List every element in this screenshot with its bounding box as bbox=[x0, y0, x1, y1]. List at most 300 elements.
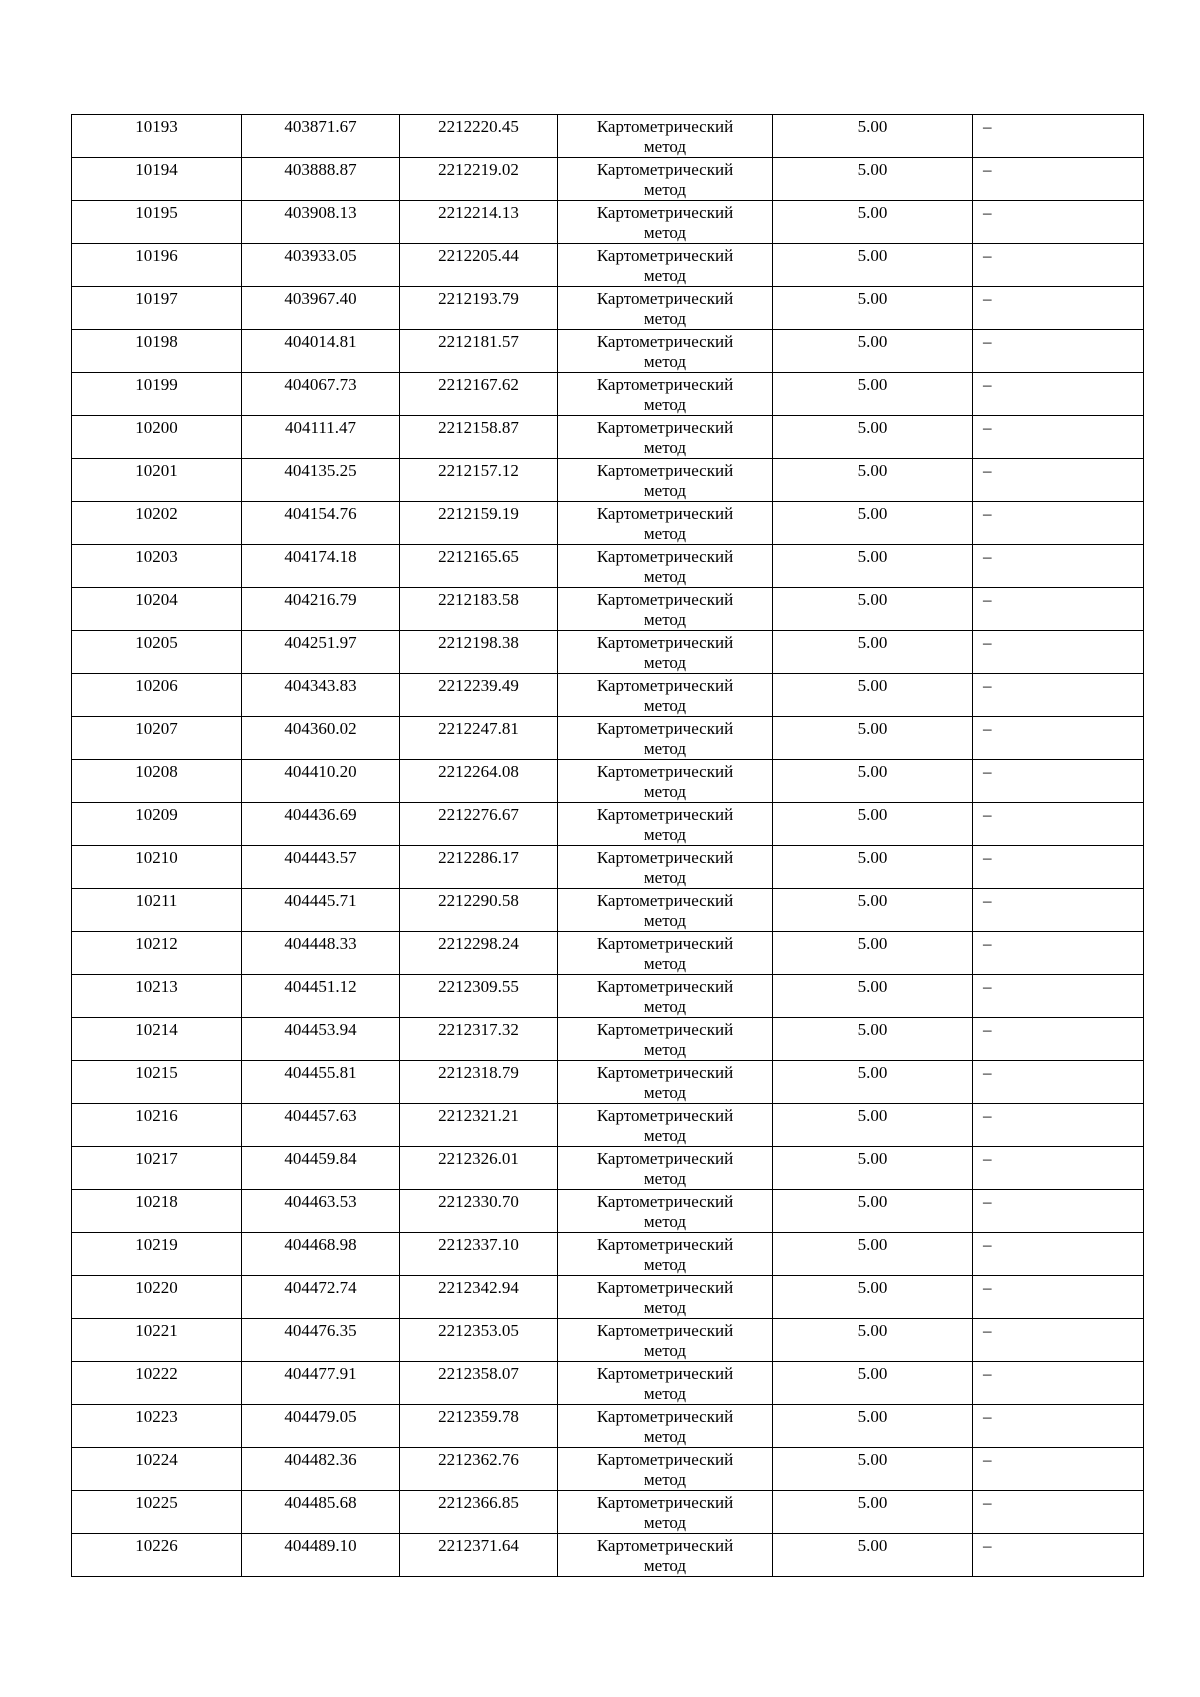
y-coordinate-cell bbox=[400, 1405, 558, 1448]
point-number-cell bbox=[72, 1061, 242, 1104]
method-cell bbox=[558, 1448, 773, 1491]
y-coordinate-cell bbox=[400, 1491, 558, 1534]
method-cell bbox=[558, 1104, 773, 1147]
accuracy-value: 5.00 bbox=[857, 1149, 888, 1168]
note-value: – bbox=[983, 246, 992, 265]
accuracy-cell bbox=[773, 1147, 973, 1190]
point-number-cell bbox=[72, 1405, 242, 1448]
y-coordinate-cell bbox=[400, 158, 558, 201]
method-cell bbox=[558, 932, 773, 975]
y-coordinate-cell bbox=[400, 1061, 558, 1104]
accuracy-cell bbox=[773, 889, 973, 932]
y-coordinate-value: 2212358.07 bbox=[438, 1364, 519, 1383]
y-coordinate-value: 2212198.38 bbox=[438, 633, 519, 652]
point-number-value: 10218 bbox=[135, 1192, 178, 1211]
x-coordinate-cell bbox=[242, 244, 400, 287]
method-line-1: Картометрический bbox=[596, 504, 734, 523]
x-coordinate-cell bbox=[242, 717, 400, 760]
method-cell bbox=[558, 631, 773, 674]
point-number-value: 10194 bbox=[135, 160, 178, 179]
table-row bbox=[72, 975, 1144, 1018]
point-number-value: 10196 bbox=[135, 246, 178, 265]
note-cell bbox=[973, 674, 1144, 717]
note-value: – bbox=[983, 1020, 992, 1039]
note-value: – bbox=[983, 1407, 992, 1426]
y-coordinate-value: 2212342.94 bbox=[438, 1278, 519, 1297]
table-row bbox=[72, 502, 1144, 545]
x-coordinate-cell bbox=[242, 1233, 400, 1276]
y-coordinate-cell bbox=[400, 373, 558, 416]
accuracy-value: 5.00 bbox=[857, 1493, 888, 1512]
x-coordinate-cell bbox=[242, 846, 400, 889]
point-number-value: 10193 bbox=[135, 117, 178, 136]
method-line-2: метод bbox=[643, 1341, 687, 1360]
y-coordinate-value: 2212183.58 bbox=[438, 590, 519, 609]
y-coordinate-value: 2212366.85 bbox=[438, 1493, 519, 1512]
table-row bbox=[72, 803, 1144, 846]
point-number-value: 10197 bbox=[135, 289, 178, 308]
method-cell bbox=[558, 588, 773, 631]
x-coordinate-cell bbox=[242, 416, 400, 459]
x-coordinate-cell bbox=[242, 545, 400, 588]
accuracy-value: 5.00 bbox=[857, 504, 888, 523]
table-row bbox=[72, 717, 1144, 760]
point-number-cell bbox=[72, 1190, 242, 1233]
point-number-cell bbox=[72, 588, 242, 631]
y-coordinate-value: 2212362.76 bbox=[438, 1450, 519, 1469]
point-number-value: 10206 bbox=[135, 676, 178, 695]
y-coordinate-value: 2212337.10 bbox=[438, 1235, 519, 1254]
y-coordinate-value: 2212214.13 bbox=[438, 203, 519, 222]
accuracy-cell bbox=[773, 674, 973, 717]
y-coordinate-value: 2212359.78 bbox=[438, 1407, 519, 1426]
note-cell bbox=[973, 717, 1144, 760]
table-row bbox=[72, 244, 1144, 287]
table-row bbox=[72, 545, 1144, 588]
method-line-2: метод bbox=[643, 1384, 687, 1403]
method-line-2: метод bbox=[643, 524, 687, 543]
accuracy-cell bbox=[773, 846, 973, 889]
accuracy-value: 5.00 bbox=[857, 332, 888, 351]
method-cell bbox=[558, 1018, 773, 1061]
point-number-value: 10226 bbox=[135, 1536, 178, 1555]
y-coordinate-value: 2212353.05 bbox=[438, 1321, 519, 1340]
table-row bbox=[72, 1190, 1144, 1233]
point-number-value: 10225 bbox=[135, 1493, 178, 1512]
note-cell bbox=[973, 1276, 1144, 1319]
method-line-1: Картометрический bbox=[596, 160, 734, 179]
point-number-cell bbox=[72, 330, 242, 373]
method-line-1: Картометрический bbox=[596, 1149, 734, 1168]
x-coordinate-value: 404111.47 bbox=[285, 418, 356, 437]
method-line-2: метод bbox=[643, 997, 687, 1016]
y-coordinate-cell bbox=[400, 416, 558, 459]
method-cell bbox=[558, 846, 773, 889]
note-cell bbox=[973, 373, 1144, 416]
method-line-1: Картометрический bbox=[596, 289, 734, 308]
y-coordinate-cell bbox=[400, 846, 558, 889]
method-line-1: Картометрический bbox=[596, 1321, 734, 1340]
method-cell bbox=[558, 287, 773, 330]
note-cell bbox=[973, 803, 1144, 846]
method-line-2: метод bbox=[643, 567, 687, 586]
y-coordinate-value: 2212239.49 bbox=[438, 676, 519, 695]
accuracy-value: 5.00 bbox=[857, 762, 888, 781]
note-value: – bbox=[983, 934, 992, 953]
point-number-value: 10219 bbox=[135, 1235, 178, 1254]
x-coordinate-cell bbox=[242, 1276, 400, 1319]
x-coordinate-cell bbox=[242, 889, 400, 932]
note-value: – bbox=[983, 1450, 992, 1469]
note-value: – bbox=[983, 332, 992, 351]
method-cell bbox=[558, 889, 773, 932]
method-line-2: метод bbox=[643, 137, 687, 156]
x-coordinate-value: 404174.18 bbox=[284, 547, 357, 566]
y-coordinate-value: 2212286.17 bbox=[438, 848, 519, 867]
x-coordinate-cell bbox=[242, 1534, 400, 1577]
table-row bbox=[72, 287, 1144, 330]
x-coordinate-value: 404479.05 bbox=[284, 1407, 357, 1426]
accuracy-cell bbox=[773, 1233, 973, 1276]
accuracy-value: 5.00 bbox=[857, 203, 888, 222]
point-number-value: 10207 bbox=[135, 719, 178, 738]
method-cell bbox=[558, 1491, 773, 1534]
method-line-2: метод bbox=[643, 180, 687, 199]
note-value: – bbox=[983, 375, 992, 394]
x-coordinate-value: 404445.71 bbox=[284, 891, 357, 910]
accuracy-cell bbox=[773, 631, 973, 674]
y-coordinate-cell bbox=[400, 674, 558, 717]
accuracy-cell bbox=[773, 1491, 973, 1534]
x-coordinate-cell bbox=[242, 502, 400, 545]
accuracy-cell bbox=[773, 330, 973, 373]
method-cell bbox=[558, 545, 773, 588]
y-coordinate-value: 2212159.19 bbox=[438, 504, 519, 523]
point-number-cell bbox=[72, 1362, 242, 1405]
method-line-1: Картометрический bbox=[596, 1063, 734, 1082]
accuracy-cell bbox=[773, 373, 973, 416]
accuracy-value: 5.00 bbox=[857, 375, 888, 394]
y-coordinate-value: 2212219.02 bbox=[438, 160, 519, 179]
x-coordinate-cell bbox=[242, 115, 400, 158]
x-coordinate-cell bbox=[242, 373, 400, 416]
accuracy-value: 5.00 bbox=[857, 1278, 888, 1297]
accuracy-cell bbox=[773, 1405, 973, 1448]
point-number-cell bbox=[72, 1491, 242, 1534]
point-number-cell bbox=[72, 545, 242, 588]
accuracy-cell bbox=[773, 717, 973, 760]
note-value: – bbox=[983, 1149, 992, 1168]
y-coordinate-value: 2212247.81 bbox=[438, 719, 519, 738]
method-line-2: метод bbox=[643, 911, 687, 930]
method-line-2: метод bbox=[643, 782, 687, 801]
point-number-value: 10201 bbox=[135, 461, 178, 480]
note-value: – bbox=[983, 1493, 992, 1512]
point-number-cell bbox=[72, 1018, 242, 1061]
y-coordinate-value: 2212205.44 bbox=[438, 246, 519, 265]
point-number-cell bbox=[72, 244, 242, 287]
point-number-cell bbox=[72, 1276, 242, 1319]
accuracy-cell bbox=[773, 201, 973, 244]
x-coordinate-value: 403871.67 bbox=[284, 117, 357, 136]
point-number-value: 10208 bbox=[135, 762, 178, 781]
note-value: – bbox=[983, 848, 992, 867]
point-number-value: 10203 bbox=[135, 547, 178, 566]
method-line-1: Картометрический bbox=[596, 590, 734, 609]
method-line-1: Картометрический bbox=[596, 1450, 734, 1469]
method-line-2: метод bbox=[643, 352, 687, 371]
x-coordinate-cell bbox=[242, 201, 400, 244]
y-coordinate-value: 2212371.64 bbox=[438, 1536, 519, 1555]
method-line-1: Картометрический bbox=[596, 848, 734, 867]
accuracy-cell bbox=[773, 244, 973, 287]
method-cell bbox=[558, 803, 773, 846]
point-number-value: 10213 bbox=[135, 977, 178, 996]
point-number-value: 10221 bbox=[135, 1321, 178, 1340]
table-row bbox=[72, 631, 1144, 674]
point-number-value: 10202 bbox=[135, 504, 178, 523]
point-number-value: 10217 bbox=[135, 1149, 178, 1168]
x-coordinate-value: 404443.57 bbox=[284, 848, 357, 867]
accuracy-cell bbox=[773, 1190, 973, 1233]
x-coordinate-cell bbox=[242, 975, 400, 1018]
accuracy-value: 5.00 bbox=[857, 418, 888, 437]
note-cell bbox=[973, 459, 1144, 502]
accuracy-value: 5.00 bbox=[857, 1192, 888, 1211]
method-cell bbox=[558, 459, 773, 502]
x-coordinate-cell bbox=[242, 1491, 400, 1534]
method-line-2: метод bbox=[643, 1513, 687, 1532]
method-line-2: метод bbox=[643, 868, 687, 887]
x-coordinate-value: 403888.87 bbox=[284, 160, 357, 179]
method-line-2: метод bbox=[643, 610, 687, 629]
x-coordinate-cell bbox=[242, 1405, 400, 1448]
x-coordinate-value: 404463.53 bbox=[284, 1192, 357, 1211]
method-cell bbox=[558, 760, 773, 803]
y-coordinate-cell bbox=[400, 330, 558, 373]
note-cell bbox=[973, 330, 1144, 373]
accuracy-cell bbox=[773, 1276, 973, 1319]
point-number-cell bbox=[72, 717, 242, 760]
table-row bbox=[72, 1276, 1144, 1319]
y-coordinate-value: 2212157.12 bbox=[438, 461, 519, 480]
accuracy-value: 5.00 bbox=[857, 246, 888, 265]
x-coordinate-value: 404154.76 bbox=[284, 504, 357, 523]
point-number-cell bbox=[72, 1319, 242, 1362]
x-coordinate-value: 404410.20 bbox=[284, 762, 357, 781]
table-row bbox=[72, 1319, 1144, 1362]
x-coordinate-cell bbox=[242, 330, 400, 373]
point-number-value: 10195 bbox=[135, 203, 178, 222]
method-cell bbox=[558, 1405, 773, 1448]
method-line-2: метод bbox=[643, 223, 687, 242]
method-line-1: Картометрический bbox=[596, 676, 734, 695]
table-row bbox=[72, 932, 1144, 975]
note-value: – bbox=[983, 590, 992, 609]
accuracy-cell bbox=[773, 1319, 973, 1362]
x-coordinate-cell bbox=[242, 932, 400, 975]
y-coordinate-cell bbox=[400, 1448, 558, 1491]
x-coordinate-cell bbox=[242, 674, 400, 717]
y-coordinate-value: 2212321.21 bbox=[438, 1106, 519, 1125]
note-cell bbox=[973, 1362, 1144, 1405]
method-cell bbox=[558, 1061, 773, 1104]
x-coordinate-value: 404014.81 bbox=[284, 332, 357, 351]
method-line-2: метод bbox=[643, 1255, 687, 1274]
x-coordinate-value: 404343.83 bbox=[284, 676, 357, 695]
point-number-value: 10205 bbox=[135, 633, 178, 652]
y-coordinate-cell bbox=[400, 631, 558, 674]
method-line-1: Картометрический bbox=[596, 934, 734, 953]
point-number-cell bbox=[72, 1104, 242, 1147]
x-coordinate-value: 404251.97 bbox=[284, 633, 357, 652]
x-coordinate-cell bbox=[242, 1104, 400, 1147]
method-line-2: метод bbox=[643, 1126, 687, 1145]
note-value: – bbox=[983, 633, 992, 652]
table-row bbox=[72, 1405, 1144, 1448]
accuracy-cell bbox=[773, 502, 973, 545]
method-cell bbox=[558, 115, 773, 158]
x-coordinate-value: 404477.91 bbox=[284, 1364, 357, 1383]
note-cell bbox=[973, 1190, 1144, 1233]
note-value: – bbox=[983, 805, 992, 824]
method-cell bbox=[558, 1233, 773, 1276]
method-cell bbox=[558, 330, 773, 373]
note-cell bbox=[973, 287, 1144, 330]
method-line-1: Картометрический bbox=[596, 461, 734, 480]
x-coordinate-cell bbox=[242, 760, 400, 803]
method-line-1: Картометрический bbox=[596, 762, 734, 781]
y-coordinate-cell bbox=[400, 459, 558, 502]
accuracy-value: 5.00 bbox=[857, 633, 888, 652]
x-coordinate-value: 403967.40 bbox=[284, 289, 357, 308]
method-line-1: Картометрический bbox=[596, 633, 734, 652]
x-coordinate-cell bbox=[242, 631, 400, 674]
method-line-1: Картометрический bbox=[596, 1536, 734, 1555]
x-coordinate-value: 404489.10 bbox=[284, 1536, 357, 1555]
method-line-2: метод bbox=[643, 954, 687, 973]
table-row bbox=[72, 588, 1144, 631]
note-value: – bbox=[983, 676, 992, 695]
accuracy-value: 5.00 bbox=[857, 1321, 888, 1340]
point-number-cell bbox=[72, 760, 242, 803]
y-coordinate-value: 2212326.01 bbox=[438, 1149, 519, 1168]
accuracy-cell bbox=[773, 545, 973, 588]
y-coordinate-value: 2212318.79 bbox=[438, 1063, 519, 1082]
table-row bbox=[72, 760, 1144, 803]
accuracy-value: 5.00 bbox=[857, 160, 888, 179]
note-cell bbox=[973, 1061, 1144, 1104]
point-number-value: 10222 bbox=[135, 1364, 178, 1383]
coordinates-table-body bbox=[72, 115, 1144, 1577]
method-line-1: Картометрический bbox=[596, 1192, 734, 1211]
method-line-1: Картометрический bbox=[596, 117, 734, 136]
x-coordinate-value: 403933.05 bbox=[284, 246, 357, 265]
y-coordinate-value: 2212330.70 bbox=[438, 1192, 519, 1211]
note-cell bbox=[973, 416, 1144, 459]
method-cell bbox=[558, 416, 773, 459]
method-cell bbox=[558, 674, 773, 717]
y-coordinate-value: 2212276.67 bbox=[438, 805, 519, 824]
point-number-value: 10220 bbox=[135, 1278, 178, 1297]
method-cell bbox=[558, 1147, 773, 1190]
x-coordinate-cell bbox=[242, 1319, 400, 1362]
x-coordinate-value: 404455.81 bbox=[284, 1063, 357, 1082]
method-line-2: метод bbox=[643, 1470, 687, 1489]
method-line-1: Картометрический bbox=[596, 1235, 734, 1254]
method-line-2: метод bbox=[643, 438, 687, 457]
x-coordinate-cell bbox=[242, 1448, 400, 1491]
method-cell bbox=[558, 201, 773, 244]
accuracy-value: 5.00 bbox=[857, 547, 888, 566]
x-coordinate-value: 404451.12 bbox=[284, 977, 357, 996]
y-coordinate-value: 2212165.65 bbox=[438, 547, 519, 566]
point-number-cell bbox=[72, 201, 242, 244]
point-number-value: 10216 bbox=[135, 1106, 178, 1125]
accuracy-cell bbox=[773, 1534, 973, 1577]
y-coordinate-cell bbox=[400, 1233, 558, 1276]
y-coordinate-cell bbox=[400, 803, 558, 846]
table-row bbox=[72, 1233, 1144, 1276]
accuracy-cell bbox=[773, 1104, 973, 1147]
point-number-cell bbox=[72, 416, 242, 459]
x-coordinate-value: 404135.25 bbox=[284, 461, 357, 480]
table-row bbox=[72, 201, 1144, 244]
accuracy-cell bbox=[773, 1018, 973, 1061]
x-coordinate-cell bbox=[242, 588, 400, 631]
table-row bbox=[72, 1061, 1144, 1104]
table-row bbox=[72, 330, 1144, 373]
accuracy-cell bbox=[773, 416, 973, 459]
x-coordinate-value: 404453.94 bbox=[284, 1020, 357, 1039]
table-row bbox=[72, 1448, 1144, 1491]
method-cell bbox=[558, 717, 773, 760]
method-line-1: Картометрический bbox=[596, 891, 734, 910]
point-number-value: 10215 bbox=[135, 1063, 178, 1082]
method-line-1: Картометрический bbox=[596, 1493, 734, 1512]
method-line-1: Картометрический bbox=[596, 203, 734, 222]
x-coordinate-cell bbox=[242, 1018, 400, 1061]
note-cell bbox=[973, 846, 1144, 889]
note-value: – bbox=[983, 1235, 992, 1254]
method-line-1: Картометрический bbox=[596, 1278, 734, 1297]
method-cell bbox=[558, 1362, 773, 1405]
note-value: – bbox=[983, 1364, 992, 1383]
method-line-2: метод bbox=[643, 653, 687, 672]
accuracy-value: 5.00 bbox=[857, 805, 888, 824]
note-cell bbox=[973, 1319, 1144, 1362]
accuracy-value: 5.00 bbox=[857, 1407, 888, 1426]
method-line-1: Картометрический bbox=[596, 1407, 734, 1426]
note-value: – bbox=[983, 1106, 992, 1125]
accuracy-value: 5.00 bbox=[857, 719, 888, 738]
point-number-cell bbox=[72, 975, 242, 1018]
x-coordinate-value: 404448.33 bbox=[284, 934, 357, 953]
note-value: – bbox=[983, 719, 992, 738]
y-coordinate-value: 2212181.57 bbox=[438, 332, 519, 351]
method-line-2: метод bbox=[643, 696, 687, 715]
method-cell bbox=[558, 373, 773, 416]
x-coordinate-value: 404436.69 bbox=[284, 805, 357, 824]
note-cell bbox=[973, 1233, 1144, 1276]
point-number-value: 10223 bbox=[135, 1407, 178, 1426]
x-coordinate-value: 404457.63 bbox=[284, 1106, 357, 1125]
method-line-2: метод bbox=[643, 739, 687, 758]
table-row bbox=[72, 416, 1144, 459]
method-line-2: метод bbox=[643, 1298, 687, 1317]
note-cell bbox=[973, 588, 1144, 631]
method-line-1: Картометрический bbox=[596, 1020, 734, 1039]
